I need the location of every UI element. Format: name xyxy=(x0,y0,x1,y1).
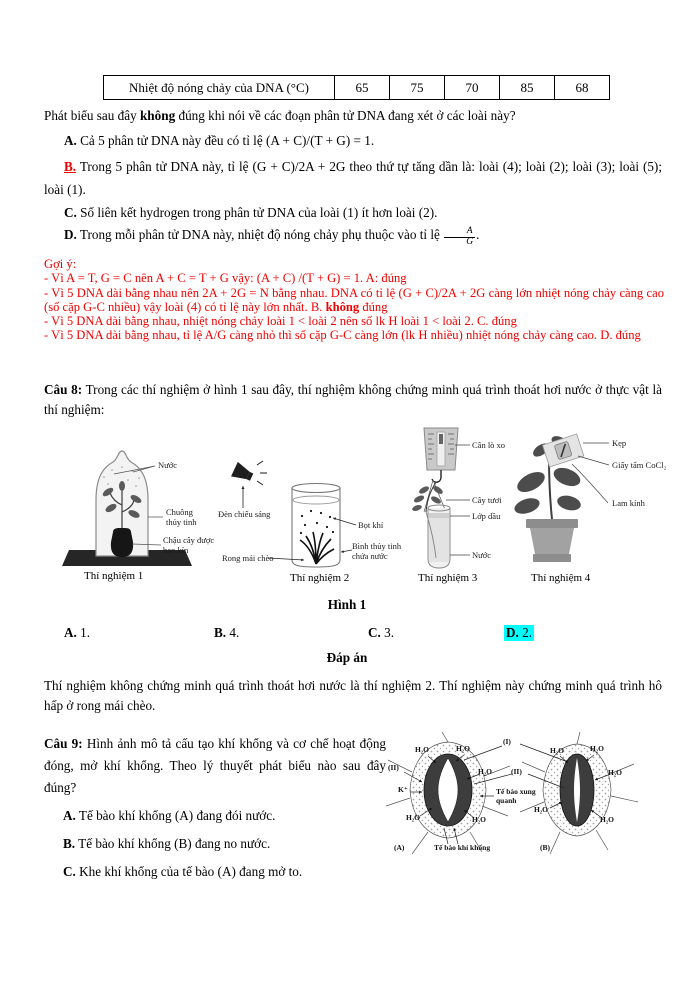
q8-option-a-text: 1. xyxy=(76,625,91,640)
hint-line-1: - Vì A = T, G = C nên A + C = T + G vậy: (A + C) /(T + G) = 1. A: đúng xyxy=(44,271,407,286)
potted-plant-drawing xyxy=(512,434,609,562)
table-value-4: 85 xyxy=(500,76,555,100)
label-h2o: H₂O xyxy=(472,815,486,824)
q8-option-a-letter: A. xyxy=(64,625,77,640)
hint-line-2 xyxy=(44,286,664,315)
q7-option-c xyxy=(44,202,662,224)
q8-stem xyxy=(44,380,662,420)
label-waterweed: Rong mái chèo xyxy=(222,553,274,563)
q7-option-d-period: . xyxy=(476,227,480,242)
q9-option-a xyxy=(44,805,386,827)
experiment-3-caption: Thí nghiệm 3 xyxy=(418,572,478,584)
label-h2o: H₂O xyxy=(406,813,420,822)
q9-number: Câu 9: xyxy=(44,736,83,751)
q7-option-b xyxy=(44,156,662,202)
label-part-i: (I) xyxy=(503,737,511,746)
table-value-1: 65 xyxy=(335,76,390,100)
q7-stem-bold: không xyxy=(139,108,176,123)
experiment-figure xyxy=(0,420,694,596)
q7-option-d-letter: D. xyxy=(64,227,77,242)
label-part-ii: (II) xyxy=(511,767,522,776)
q8-option-d-highlighted xyxy=(504,625,534,641)
q8-option-c-letter: C. xyxy=(368,625,381,640)
hint-line-2-pre: - Vì 5 DNA dài bằng nhau nên 2A + 2G = N bằng nhau. DNA có tỉ lệ (G + C)/2A + 2G càng lớn nhiệt nóng chảy càng cao (số cặp G-C nhiều) vậy loài (4) có tỉ lệ này lớn nhất. B. xyxy=(44,285,664,314)
figure-1-caption: Hình 1 xyxy=(327,597,367,612)
label-potassium-ion: K⁺ xyxy=(398,785,408,794)
label-fresh-plant: Cây tươi xyxy=(472,495,502,505)
label-h2o: H₂O xyxy=(456,744,470,753)
q7-option-d-text: Trong mỗi phân tử DNA này, nhiệt độ nóng chảy phụ thuộc vào tỉ lệ xyxy=(76,227,444,242)
experiment-4-caption: Thí nghiệm 4 xyxy=(531,572,591,584)
label-water: Nước xyxy=(158,460,178,470)
q9-option-c-letter: C. xyxy=(63,864,76,879)
label-clip: Kẹp xyxy=(612,438,627,448)
q7-option-a-text: Cả 5 phân tử DNA này đều có tỉ lệ (A + C)/(T + G) = 1. xyxy=(76,133,375,148)
label-h2o: H₂O xyxy=(600,815,614,824)
label-h2o: H₂O xyxy=(590,744,604,753)
label-sealed-pot: Chậu cây được bao kín xyxy=(163,535,215,555)
label-h2o: H₂O xyxy=(478,767,492,776)
q9-option-b-letter: B. xyxy=(63,836,76,851)
q8-option-b-letter: B. xyxy=(214,625,227,640)
stomata-figure xyxy=(382,732,688,892)
label-h2o: H₂O xyxy=(534,805,548,814)
q8-stem-text: Trong các thí nghiệm ở hình 1 sau đây, thí nghiệm không chứng minh quá trình thoát hơi nước ở thực vật là thí nghiệm: xyxy=(44,382,663,417)
dna-melting-table xyxy=(103,75,610,100)
q8-option-b-text: 4. xyxy=(226,625,240,640)
q9-option-a-text: Tế bào khí khổng (A) đang đói nước. xyxy=(75,808,276,823)
closed-stoma-drawing xyxy=(560,754,594,826)
q7-option-c-letter: C. xyxy=(64,205,77,220)
q7-option-d xyxy=(44,224,662,248)
label-glass-bell: Chuông thủy tinh xyxy=(166,507,197,527)
q8-number: Câu 8: xyxy=(44,382,83,397)
hint-line-4: - Vì 5 DNA dài bằng nhau, tỉ lệ A/G càng nhỏ thì số cặp G-C càng lớn (lk H nhiều) nhiệt nóng chảy càng cao. D. đúng xyxy=(44,328,641,343)
q7-option-b-letter: B. xyxy=(64,159,77,174)
q9-option-c-text: Khe khí khổng của tế bào (A) đang mở to. xyxy=(75,864,303,879)
label-glass-flask: Bình thủy tinh chứa nước xyxy=(352,541,402,561)
fraction-denominator: G xyxy=(444,237,475,248)
label-diagram-a: (A) xyxy=(394,843,405,852)
experiment-1-caption: Thí nghiệm 1 xyxy=(84,570,144,582)
q7-option-a-letter: A. xyxy=(64,133,77,148)
hint-title: Gợi ý: xyxy=(44,257,77,271)
label-surrounding-cells: Tế bào xung quanh xyxy=(496,787,536,805)
label-lamp: Đèn chiếu sáng xyxy=(218,509,271,519)
q7-option-c-text: Số liên kết hydrogen trong phân tử DNA của loài (1) ít hơn loài (2). xyxy=(76,205,438,220)
q8-option-b xyxy=(214,625,239,641)
q8-option-c-text: 3. xyxy=(380,625,395,640)
q9-stem-text: Hình ảnh mô tả cấu tạo khí khổng và cơ chế hoạt động đóng, mở khí khổng. Theo lý thuyết phát biểu nào sau đây đúng? xyxy=(44,736,387,795)
label-h2o: H₂O xyxy=(550,746,564,755)
q9-stem xyxy=(44,733,386,799)
label-diagram-b: (B) xyxy=(540,843,550,852)
q7-stem-post: đúng khi nói về các đoạn phân tử DNA đang xét ở các loài này? xyxy=(175,108,516,123)
table-row-label: Nhiệt độ nóng chảy của DNA (°C) xyxy=(104,76,335,100)
q9-option-b xyxy=(44,833,386,855)
q9-block xyxy=(44,733,386,883)
q8-option-a xyxy=(64,625,90,641)
q7-option-b-text: Trong 5 phân tử DNA này, tỉ lệ (G + C)/2A + 2G theo thứ tự tăng dần là: loài (4); loài (2); loài (3); loài (5); loài (1). xyxy=(44,159,662,197)
label-h2o: H₂O xyxy=(415,745,429,754)
label-spring-scale: Cân lò xo xyxy=(472,440,506,450)
q9-option-a-letter: A. xyxy=(63,808,76,823)
fraction-numerator: A xyxy=(466,226,473,237)
q9-option-c xyxy=(44,861,386,883)
label-water-2: Nước xyxy=(472,550,492,560)
label-guard-cells: Tế bào khí khổng xyxy=(434,843,491,852)
q8-explanation: Thí nghiệm không chứng minh quá trình thoát hơi nước là thí nghiệm 2. Thí nghiệm này chứng minh quá trình hô hấp ở rong mái chèo. xyxy=(44,678,662,713)
label-cocl2-paper: Giấy tẩm CoCl₂ xyxy=(612,460,667,470)
label-oil-layer: Lớp dầu xyxy=(472,511,501,521)
q7-option-a xyxy=(44,130,662,152)
table-value-2: 75 xyxy=(390,76,445,100)
a-over-g-fraction xyxy=(444,227,475,248)
label-part-ii-left: (II) xyxy=(388,763,399,772)
table-row xyxy=(104,76,610,100)
spring-scale-drawing xyxy=(411,428,470,568)
table-value-3: 70 xyxy=(445,76,500,100)
open-stoma-drawing xyxy=(424,754,472,826)
q8-option-d-text: 2. xyxy=(518,625,533,640)
label-h2o: H₂O xyxy=(608,768,622,777)
q7-hint-block xyxy=(44,257,664,343)
table-value-5: 68 xyxy=(555,76,610,100)
q7-stem xyxy=(44,105,662,127)
q8-option-c xyxy=(368,625,394,641)
q8-option-d-letter: D. xyxy=(506,625,519,640)
label-glass-slide: Lam kính xyxy=(612,498,645,508)
hint-line-2-bold: không xyxy=(325,299,360,314)
q9-option-b-text: Tế bào khí khổng (B) đang no nước. xyxy=(75,836,271,851)
label-air-bubbles: Bọt khí xyxy=(358,520,384,530)
hint-line-3: - Vì 5 DNA dài bằng nhau, nhiệt nóng chảy loài 1 < loài 2 nên số lk H loài 1 < loài 2. C. đúng xyxy=(44,314,517,329)
q7-stem-pre: Phát biểu sau đây xyxy=(44,108,140,123)
experiment-2-caption: Thí nghiệm 2 xyxy=(290,572,350,584)
answer-heading: Đáp án xyxy=(326,650,368,665)
hint-line-2-post: đúng xyxy=(359,299,388,314)
